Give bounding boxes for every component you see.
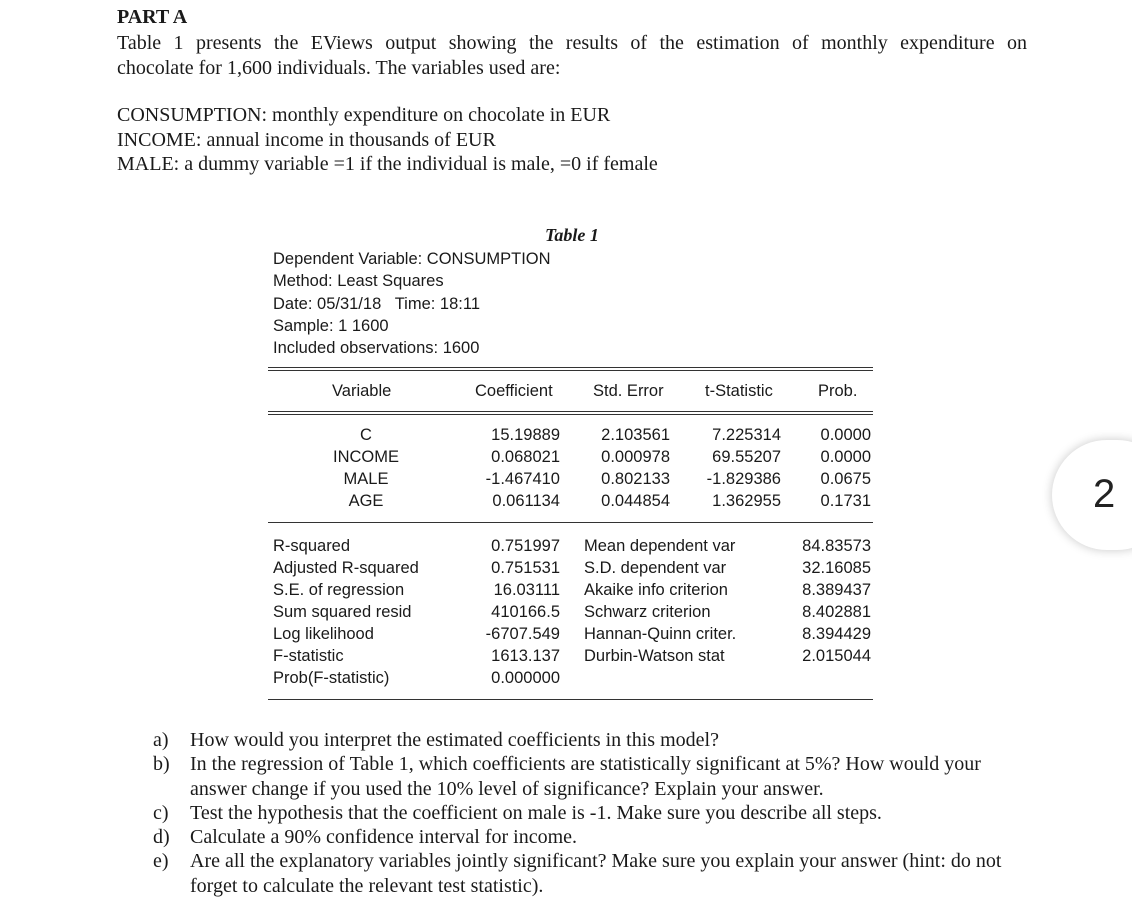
question-label: e) <box>153 850 169 873</box>
t-statistic-cell: 1.362955 <box>712 492 781 510</box>
table-rule-head-1 <box>268 411 873 412</box>
stat-value: 0.751531 <box>491 559 560 577</box>
question-text: Are all the explanatory variables jointly significant? Make sure you explain your answer (hint: do not forget to calculate the relevant test statistic). <box>190 850 1002 897</box>
stat-value: 0.751997 <box>491 537 560 555</box>
question-label: d) <box>153 826 170 849</box>
stat-label-right: Schwarz criterion <box>584 603 711 621</box>
sample-line: Sample: 1 1600 <box>273 316 389 335</box>
page-number: 2 <box>1093 472 1116 516</box>
prob-cell: 0.0675 <box>820 470 871 488</box>
stat-value-right: 8.389437 <box>802 581 871 599</box>
stat-label: Sum squared resid <box>273 603 412 621</box>
coefficient-table-body <box>268 426 873 514</box>
std-error-cell: 0.000978 <box>601 448 670 466</box>
variable-definition: MALE: a dummy variable =1 if the individual is male, =0 if female <box>117 153 658 175</box>
column-header-prob: Prob. <box>818 382 858 400</box>
table-row <box>268 426 873 448</box>
stat-value: 16.03111 <box>493 581 560 599</box>
question-list <box>153 728 1033 898</box>
table-rule-top-1 <box>268 367 873 368</box>
table-rule-top-2 <box>268 370 873 371</box>
std-error-cell: 2.103561 <box>601 426 670 444</box>
table-row <box>268 492 873 514</box>
table-rule-mid <box>268 522 873 523</box>
table-rule-bottom <box>268 699 873 700</box>
stat-label: F-statistic <box>273 647 344 665</box>
column-header-coefficient: Coefficient <box>475 382 553 400</box>
question-label: c) <box>153 801 169 824</box>
stat-label: S.E. of regression <box>273 581 405 599</box>
stat-label: R-squared <box>273 537 351 555</box>
variable-cell: AGE <box>348 492 384 510</box>
variable-definition: INCOME: annual income in thousands of EUR <box>117 128 496 151</box>
table-rule-head-2 <box>268 414 873 415</box>
summary-statistics <box>268 537 873 691</box>
prob-cell: 0.1731 <box>820 492 871 510</box>
stat-label-right: S.D. dependent var <box>584 559 727 577</box>
question-item <box>153 801 1033 825</box>
table-row <box>268 448 873 470</box>
stat-label: Log likelihood <box>273 625 374 643</box>
intro-line-2: chocolate for 1,600 individuals. The variables used are: <box>117 57 561 79</box>
stat-value: 0.000000 <box>491 669 560 687</box>
question-item <box>153 728 1033 752</box>
stat-row <box>268 669 873 691</box>
t-statistic-cell: 69.55207 <box>712 448 781 466</box>
stat-row <box>268 581 873 603</box>
variable-definitions <box>117 103 658 177</box>
question-label: a) <box>153 729 169 751</box>
stat-label-right: Durbin-Watson stat <box>584 647 725 665</box>
question-text: In the regression of Table 1, which coefficients are statistically significant at 5%? How would your answer change if you used the 10% level of significance? Explain your answer. <box>190 753 981 800</box>
stat-label-right: Hannan-Quinn criter. <box>584 625 737 643</box>
stat-row <box>268 625 873 647</box>
column-header-std-error: Std. Error <box>593 382 664 400</box>
method-line: Method: Least Squares <box>273 272 444 291</box>
stat-value: 410166.5 <box>491 603 560 621</box>
question-item <box>153 825 1033 849</box>
part-title: PART A <box>117 6 188 28</box>
stat-row <box>268 559 873 581</box>
question-text: How would you interpret the estimated coefficients in this model? <box>190 729 719 751</box>
prob-cell: 0.0000 <box>820 426 871 444</box>
intro-paragraph <box>117 31 1027 81</box>
coefficient-cell: 15.19889 <box>491 426 560 444</box>
stat-value-right: 32.16085 <box>802 559 871 577</box>
coefficient-cell: -1.467410 <box>485 470 560 488</box>
column-header-t-statistic: t-Statistic <box>705 382 773 400</box>
stat-value-right: 2.015044 <box>802 647 871 665</box>
question-item <box>153 752 1033 801</box>
prob-cell: 0.0000 <box>820 448 871 466</box>
dependent-variable-line: Dependent Variable: CONSUMPTION <box>273 250 551 268</box>
stat-label-right: Mean dependent var <box>584 537 736 555</box>
stat-value-right: 8.402881 <box>802 603 871 621</box>
t-statistic-cell: -1.829386 <box>706 470 781 488</box>
t-statistic-cell: 7.225314 <box>712 426 781 444</box>
page-number-badge <box>1052 440 1132 550</box>
table-caption: Table 1 <box>545 225 599 245</box>
observations-line: Included observations: 1600 <box>273 339 480 358</box>
question-item <box>153 849 1033 898</box>
stat-label-right: Akaike info criterion <box>584 581 728 599</box>
stat-value: -6707.549 <box>485 625 560 643</box>
stat-label: Prob(F-statistic) <box>273 669 390 687</box>
stat-row <box>268 537 873 559</box>
question-text: Test the hypothesis that the coefficient on male is -1. Make sure you describe all steps. <box>190 801 882 824</box>
stat-label: Adjusted R-squared <box>273 559 419 577</box>
stat-value: 1613.137 <box>491 647 560 665</box>
std-error-cell: 0.044854 <box>601 492 670 510</box>
date-time-line: Date: 05/31/18 Time: 18:11 <box>273 294 480 313</box>
regression-header <box>273 248 551 359</box>
stat-value-right: 84.83573 <box>802 537 871 555</box>
coefficient-cell: 0.068021 <box>491 448 560 466</box>
variable-cell: INCOME <box>333 448 399 466</box>
stat-value-right: 8.394429 <box>802 625 871 643</box>
intro-line-1: Table 1 presents the EViews output showing the results of the estimation of monthly expenditure on <box>117 32 1027 54</box>
column-header-variable: Variable <box>332 382 392 400</box>
question-text: Calculate a 90% confidence interval for income. <box>190 826 578 849</box>
coefficient-cell: 0.061134 <box>492 492 560 510</box>
table-row <box>268 470 873 492</box>
variable-cell: MALE <box>343 470 389 488</box>
std-error-cell: 0.802133 <box>601 470 670 488</box>
question-label: b) <box>153 753 170 776</box>
variable-cell: C <box>360 426 372 444</box>
stat-row <box>268 603 873 625</box>
variable-definition: CONSUMPTION: monthly expenditure on chocolate in EUR <box>117 104 611 126</box>
stat-row <box>268 647 873 669</box>
